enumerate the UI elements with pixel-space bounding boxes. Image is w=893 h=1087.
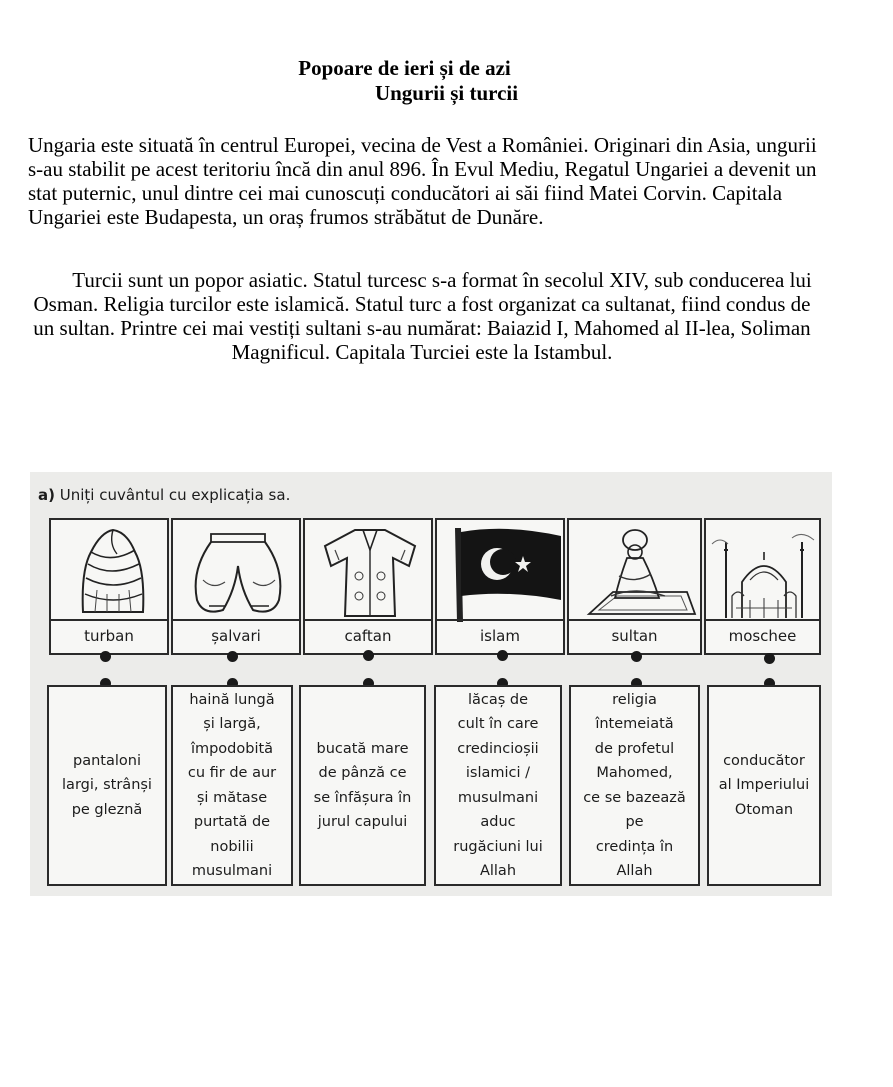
definition-line: Allah: [616, 863, 653, 879]
word-cell-sultan: [567, 518, 702, 655]
definition-line: lăcaș de: [467, 691, 529, 708]
caftan-icon: [305, 520, 435, 624]
definition-line: conducător: [723, 752, 805, 769]
definition-line: și largă,: [203, 716, 261, 732]
definition-line: musulmani: [191, 863, 273, 879]
definition-line: nobilii: [210, 838, 254, 855]
definition-line: întemeiată: [595, 716, 674, 732]
definition-line: se înfășura în: [313, 789, 412, 806]
definition-line: împodobită: [190, 740, 274, 757]
definition-line: și mătase: [196, 789, 268, 806]
definition-line: al Imperiului: [718, 777, 810, 794]
definition-line: cult în care: [457, 716, 539, 732]
definition-text: [719, 749, 809, 823]
definition-line: musulmani: [457, 789, 539, 806]
definition-line: aduc: [480, 814, 516, 830]
exercise-heading: [38, 486, 290, 504]
word-turban: turban: [51, 619, 167, 653]
definition-line: de profetul: [594, 740, 675, 757]
dot-top-4[interactable]: [497, 650, 508, 661]
definition-line: Mahomed,: [596, 765, 673, 781]
definition-line: pe gleznă: [71, 801, 143, 818]
flag-icon: [437, 520, 567, 624]
word-caftan: caftan: [305, 619, 431, 653]
definition-line: Otoman: [734, 801, 794, 818]
definition-line: cu fir de aur: [187, 765, 277, 781]
definition-cell-4: [434, 685, 562, 886]
definition-line: credincioșii: [457, 740, 539, 757]
definition-line: haină lungă: [189, 691, 275, 708]
definition-line: pe: [625, 814, 644, 830]
definition-cell-1: [47, 685, 167, 886]
definition-line: islamici /: [465, 765, 531, 781]
paragraph-turks: [24, 268, 820, 364]
exercise-photo: [30, 472, 832, 896]
definition-line: rugăciuni lui: [453, 838, 543, 855]
definition-line: pantaloni: [73, 752, 141, 769]
definition-text: [314, 737, 412, 835]
definition-cell-6: [707, 685, 821, 886]
definition-line: de pânză ce: [318, 765, 407, 781]
word-islam: islam: [437, 619, 563, 653]
definition-text: [62, 749, 152, 823]
dot-top-5[interactable]: [631, 651, 642, 662]
dot-top-2[interactable]: [227, 651, 238, 662]
turban-icon: [51, 520, 171, 624]
definition-line: bucată mare: [316, 740, 409, 757]
word-salvari: șalvari: [173, 619, 299, 653]
word-cell-turban: [49, 518, 169, 655]
dot-top-1[interactable]: [100, 651, 111, 662]
word-cell-salvari: [171, 518, 301, 655]
word-cell-islam: [435, 518, 565, 655]
paragraph-turks-text: Turcii sunt un popor asiatic. Statul turcesc s-a format în secolul XIV, sub conducerea lui Osman. Religia turcilor este islamică. Statul turc a fost organizat ca sultanat, fiind condus de un sultan. Printre cei mai vestiți sultani s-au numărat: Baiazid I, Mahomed al II-lea, Soliman Magnificul. Capitala Turciei este la Istambul.: [33, 268, 812, 364]
definition-cell-2: [171, 685, 293, 886]
definition-line: jurul capului: [317, 814, 408, 830]
page-title: Popoare de ieri și de azi: [298, 56, 511, 80]
definition-text: [583, 688, 686, 884]
definition-cell-3: [299, 685, 426, 886]
definition-cell-5: [569, 685, 700, 886]
definition-line: credința în: [595, 838, 674, 855]
definition-line: ce se bazează: [583, 789, 686, 806]
exercise-instruction: Uniți cuvântul cu explicația sa.: [59, 486, 291, 504]
dot-top-6[interactable]: [764, 653, 775, 664]
definition-line: largi, strânși: [62, 777, 152, 794]
definition-text: [453, 688, 543, 884]
page-subtitle: Ungurii și turcii: [374, 81, 519, 105]
word-moschee: moschee: [706, 619, 819, 653]
salvari-icon: [173, 520, 303, 624]
definition-line: Allah: [479, 863, 517, 879]
word-sultan: sultan: [569, 619, 700, 653]
definition-line: purtată de: [193, 814, 271, 830]
dot-top-3[interactable]: [363, 650, 374, 661]
mosque-icon: [706, 520, 823, 624]
word-cell-moschee: [704, 518, 821, 655]
definition-line: religia: [612, 691, 657, 708]
sultan-icon: [569, 520, 704, 624]
definition-text: [188, 688, 276, 884]
exercise-label: a): [38, 486, 55, 504]
paragraph-hungary: Ungaria este situată în centrul Europei, vecina de Vest a României. Originari din Asia, ungurii s-au stabilit pe acest teritoriu încă din anul 896. În Evul Mediu, Regatul Ungariei a devenit un stat puternic, unul dintre cei mai cunoscuți conducători ai săi fiind Matei Corvin. Capitala Ungariei este Budapesta, un oraș frumos străbătut de Dunăre.: [28, 133, 817, 229]
word-cell-caftan: [303, 518, 433, 655]
